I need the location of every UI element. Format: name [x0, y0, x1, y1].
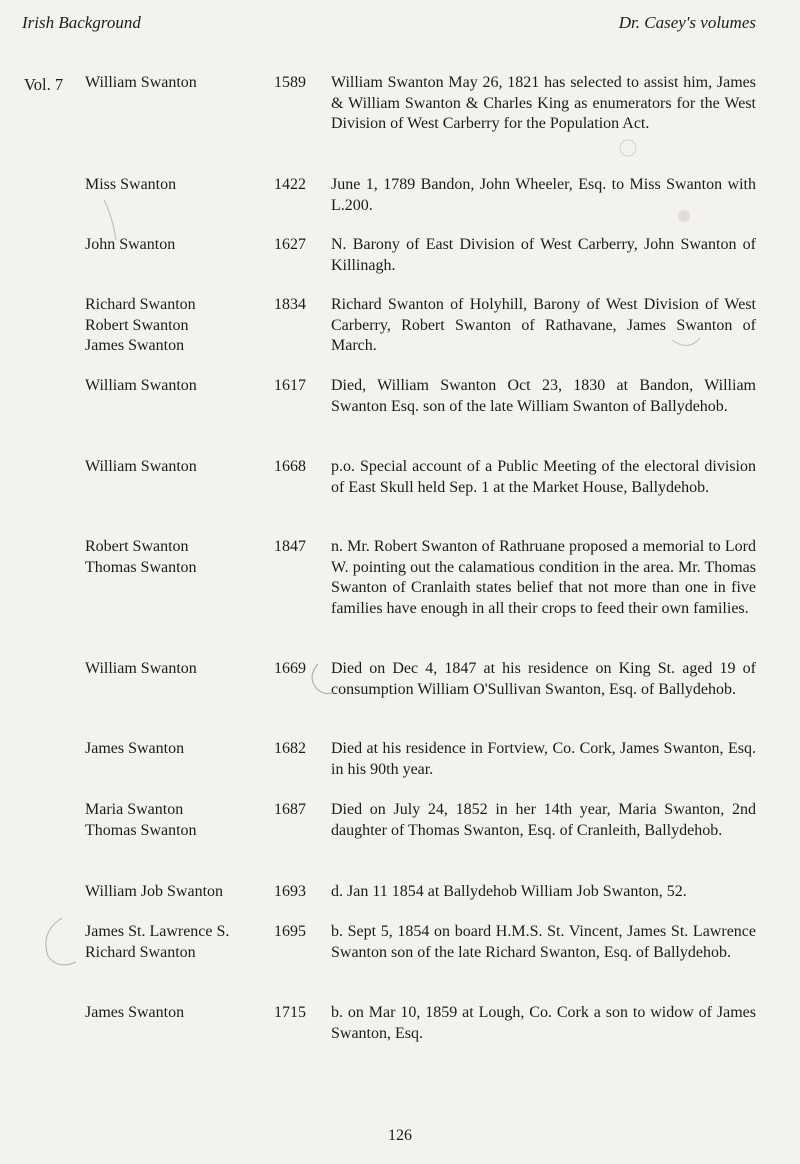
entry-number: 1669: [274, 660, 306, 677]
entry-names: [85, 235, 265, 256]
entry-description: n. Mr. Robert Swanton of Rathruane proposed a memorial to Lord W. pointing out the calamatious condition in the area. Mr. Thomas Swanton of Cranlaith states belief that not more than one in five families have enough in all their crops to feed their own families.: [331, 538, 756, 617]
running-header-left: Irish Background: [22, 13, 141, 32]
entry-names: [85, 800, 265, 841]
entry-name: James Swanton: [85, 740, 185, 757]
entry-names: [85, 922, 265, 963]
entry-names: [85, 457, 265, 478]
entry-name: Robert Swanton: [85, 316, 189, 334]
entry-number: 1693: [274, 883, 306, 900]
entry-number: 1695: [274, 923, 306, 940]
entry-number: 1682: [274, 740, 306, 757]
entry-names: [85, 295, 265, 357]
entry-name: Richard Swanton: [85, 943, 196, 961]
entry-name: William Swanton: [85, 458, 197, 475]
entry-name: William Swanton: [85, 74, 197, 91]
entry-number: 1589: [274, 74, 306, 91]
entry-description: Died on Dec 4, 1847 at his residence on King St. aged 19 of consumption William O'Sullivan Swanton, Esq. of Ballydehob.: [331, 660, 756, 698]
entry-description: d. Jan 11 1854 at Ballydehob William Job Swanton, 52.: [331, 883, 687, 900]
entry-number: 1668: [274, 458, 306, 475]
entry-names: [85, 376, 265, 397]
entry-description: Richard Swanton of Holyhill, Barony of West Division of West Carberry, Robert Swanton of Rathavane, James Swanton of March.: [331, 296, 756, 354]
entry-name: William Job Swanton: [85, 883, 224, 900]
entry-names: [85, 882, 265, 903]
entry-number: 1627: [274, 236, 306, 253]
entry-number: 1715: [274, 1004, 306, 1021]
entry-description: p.o. Special account of a Public Meeting of the electoral division of East Skull held Sep. 1 at the Market House, Ballydehob.: [331, 458, 756, 496]
entry-names: [85, 659, 265, 680]
volume-label: Vol. 7: [24, 75, 64, 94]
entry-number: 1617: [274, 377, 306, 394]
entry-name: Richard Swanton: [85, 296, 196, 313]
entry-names: [85, 175, 265, 196]
entry-name: Robert Swanton: [85, 538, 189, 555]
entry-name: Thomas Swanton: [85, 821, 197, 839]
entry-name: James Swanton: [85, 337, 185, 354]
entry-name: Thomas Swanton: [85, 558, 197, 576]
entry-number: 1687: [274, 801, 306, 818]
entry-description: William Swanton May 26, 1821 has selected to assist him, James & William Swanton & Charles King as enumerators for the West Division of West Carberry for the Population Act.: [331, 74, 756, 132]
entry-description: Died at his residence in Fortview, Co. Cork, James Swanton, Esq. in his 90th year.: [331, 740, 756, 778]
entry-number: 1834: [274, 296, 306, 313]
entry-description: b. on Mar 10, 1859 at Lough, Co. Cork a son to widow of James Swanton, Esq.: [331, 1004, 756, 1042]
entry-names: [85, 1003, 265, 1024]
entry-number: 1847: [274, 538, 306, 555]
entry-description: June 1, 1789 Bandon, John Wheeler, Esq. to Miss Swanton with L.200.: [331, 176, 756, 214]
running-header-right: Dr. Casey's volumes: [618, 13, 756, 32]
entry-name: William Swanton: [85, 377, 197, 394]
entry-name: John Swanton: [85, 236, 176, 253]
entry-description: Died on July 24, 1852 in her 14th year, Maria Swanton, 2nd daughter of Thomas Swanton, Esq. of Cranleith, Ballydehob.: [331, 801, 756, 839]
entry-name: James Swanton: [85, 1004, 185, 1021]
entry-name: Miss Swanton: [85, 176, 177, 193]
entry-name: James St. Lawrence S.: [85, 923, 230, 940]
entry-names: [85, 73, 265, 94]
page-number: 126: [388, 1127, 412, 1144]
entry-description: Died, William Swanton Oct 23, 1830 at Bandon, William Swanton Esq. son of the late William Swanton of Ballydehob.: [331, 377, 756, 415]
entry-names: [85, 537, 265, 578]
entry-name: Maria Swanton: [85, 801, 184, 818]
entry-description: N. Barony of East Division of West Carberry, John Swanton of Killinagh.: [331, 236, 756, 274]
entry-names: [85, 739, 265, 760]
entry-description: b. Sept 5, 1854 on board H.M.S. St. Vincent, James St. Lawrence Swanton son of the late Richard Swanton, Esq. of Ballydehob.: [331, 923, 756, 961]
entry-number: 1422: [274, 176, 306, 193]
entry-name: William Swanton: [85, 660, 197, 677]
